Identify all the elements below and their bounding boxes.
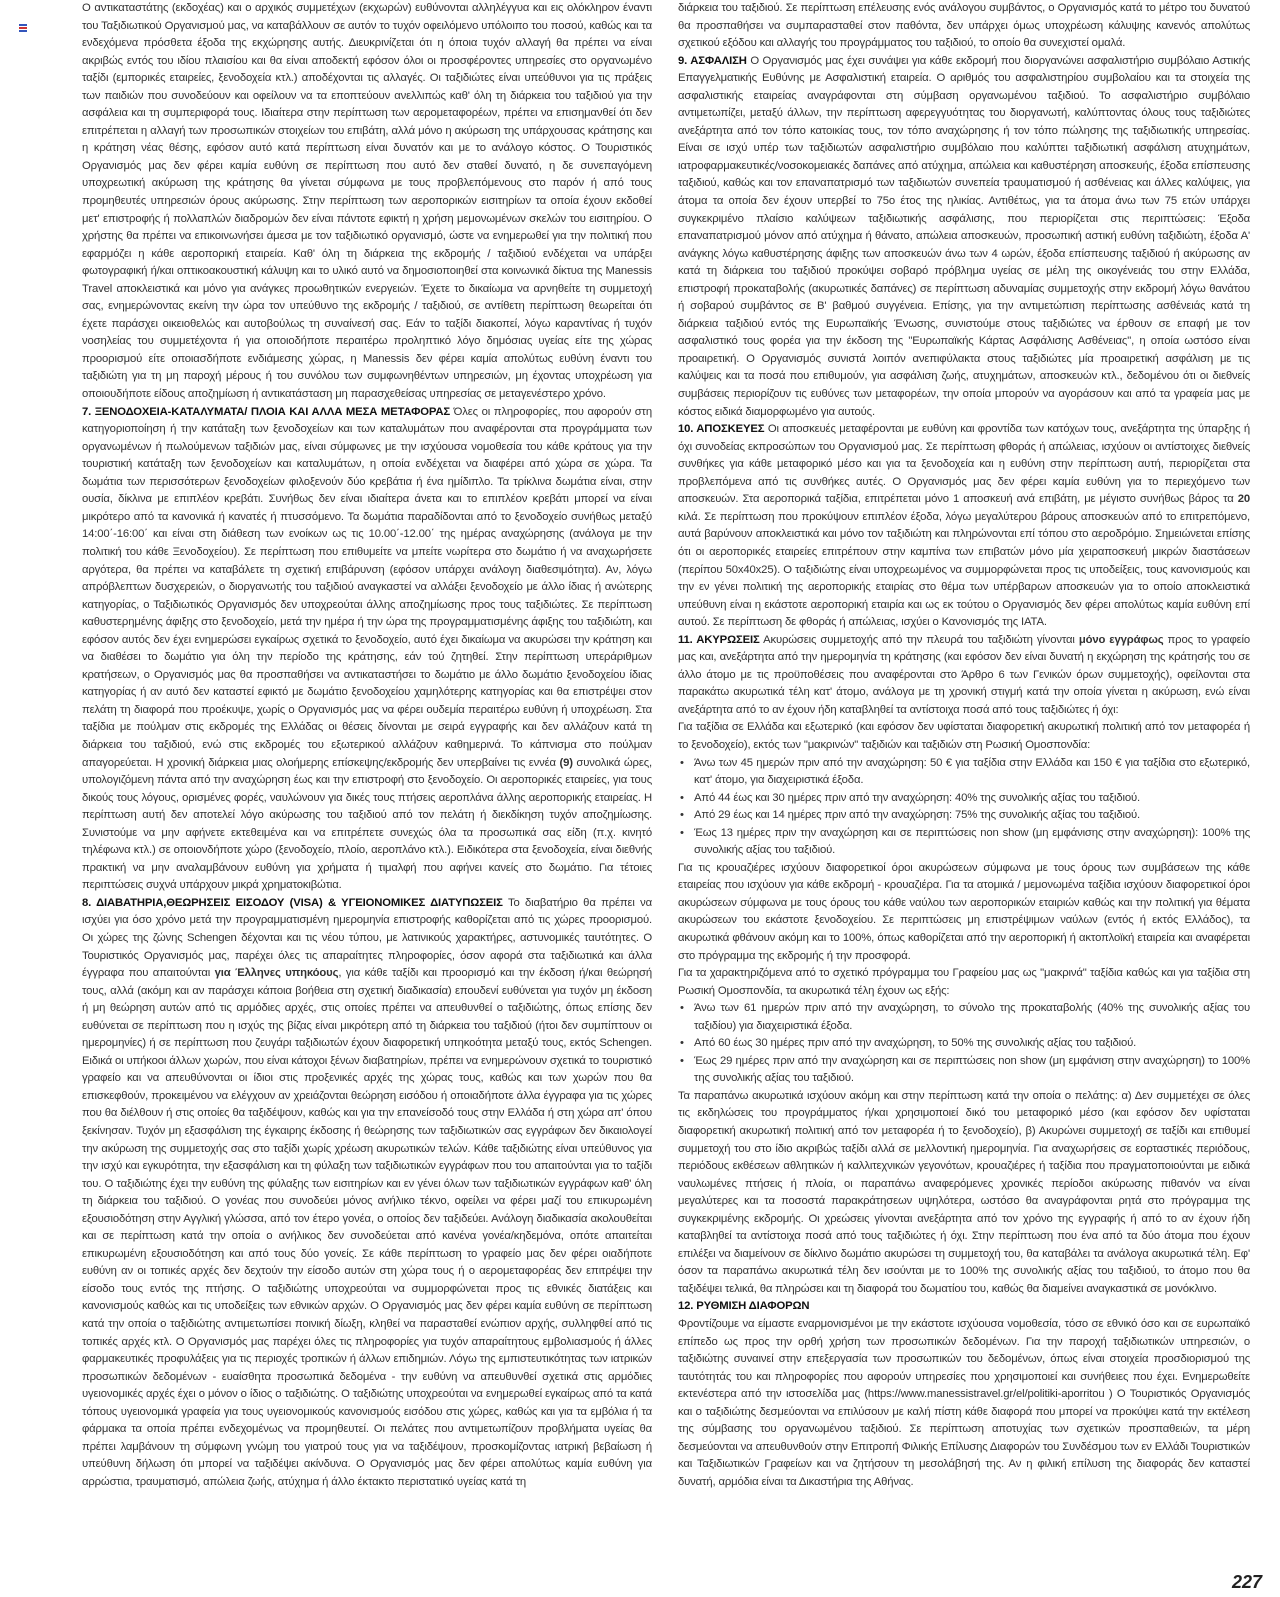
- section-9: [678, 53, 1250, 421]
- list-item: • Άνω των 61 ημερών πριν από την αναχώρηση, το σύνολο της προκαταβολής (40% της συνολικής αξίας του ταξιδίου) για διαχειριστικά έξοδα.: [678, 1000, 1250, 1035]
- section-8-bold-greeks: για Έλληνες υπηκόους: [214, 967, 339, 980]
- left-column: [82, 0, 652, 1491]
- section-10-bold-20: 20: [1237, 493, 1250, 506]
- right-column: [678, 0, 1250, 1491]
- section-9-text: Ο Οργανισμός μας έχει συνάψει για κάθε εκδρομή που διοργανώνει ασφαλιστήριο συμβόλαιο Αστικής Επαγγελματικής Ευθύνης με Ασφαλιστική εταιρεία. Ο αριθμός του ασφαλιστηρίου συμβολαίου και τα στοιχεία της ασφαλιστικής εταιρείας αναγράφονται στη σύμβαση οργανωμένου ταξιδιού. Το ασφαλιστήριο συμβόλαιο αντιμετωπίζει, μεταξύ άλλων, την περίπτωση αφερεγγυότητας του διοργανωτή, καλύπτοντας όλους τους ταξιδιώτες ανεξάρτητα από τον τόπο κατοικίας τους, τον τόπο αναχώρησης ή τον τόπο πώλησης της ταξιδιωτικής υπηρεσίας. Είναι σε ισχύ υπέρ των ταξιδιωτών ασφαλιστήριο συμβόλαιο που καλύπτει ταξιδιωτική ασφάλιση ατυχημάτων, ιατροφαρμακευτικές/νοσοκομειακές δαπάνες από ατύχημα, απώλεια και καθυστέρηση αποσκευής, έξοδα επίσπευσης ταξιδιού, καθώς και τον επαναπατρισμό των ταξιδιωτών συνεπεία τραυματισμού ή ασθένειας και άλλες καλύψεις, για άτομα τα οποία δεν έχουν υπερβεί το 75ο έτος της ηλικίας. Αντιθέτως, για τα άτομα άνω των 75 ετών υπάρχει συγκεκριμένο πλαίσιο καλύψεων ταξιδιωτικής ασφάλισης, που περιορίζεται στις περιπτώσεις: Έξοδα επαναπατρισμού μόνον από ατύχημα ή θάνατο, απώλεια αποσκευών, προσωπική αστική ευθύνη ταξιδιώτη, έξοδα Α' ανάγκης λόγω καθυστέρησης άφιξης των αποσκευών άνω των 4 ωρών, έξοδα επίσπευσης ταξιδιού ή ακύρωσης αν κατά τη διάρκεια του ταξιδιού προκύψει σοβαρό πρόβλημα υγείας σε μέλη της οικογένειάς του στην Ελλάδα, επιστροφή προκαταβολής (ακυρωτικές δαπάνες) σε περίπτωση αδυναμίας συμμετοχής στην εκδρομή λόγω θανάτου ή σοβαρού συμβάντος σε Β' βαθμού συγγένεια. Επίσης, για την αντιμετώπιση περίπτωσης ασθένειάς κατά τη διάρκεια ταξιδιού εντός της Ευρωπαϊκής Ένωσης, συνιστούμε στους ταξιδιώτες να έρθουν σε επαφή με τον ασφαλιστικό τους φορέα για την έκδοση της "Ευρωπαϊκής Κάρτας Ασφάλισης Ασθένειας", η οποία ωστόσο είναι προαιρετική. Ο Οργανισμός συνιστά λοιπόν ανεπιφύλακτα στους ταξιδιώτες μία προαιρετική ασφάλιση με τις καλύψεις και τα ποσά που επιθυμούν, για ασφάλιση ζωής, ατυχημάτων, αποσκευών κτλ., δεδομένου ότι οι διεθνείς συμβάσεις περιορίζουν τις ευθύνες των μεταφορέων, την οποία μπορούν να αγοράσουν και από τα γραφεία μας με κόστος ειδικά διαμορφωμένο για αυτούς.: [678, 54, 1250, 418]
- section-11: [678, 632, 1250, 720]
- greek-flag-icon: [19, 24, 27, 32]
- list-item: • Από 29 έως και 14 ημέρες πριν από την αναχώρηση: 75% της συνολικής αξίας του ταξιδιού.: [678, 807, 1250, 825]
- section-10-heading: 10. ΑΠΟΣΚΕΥΕΣ: [678, 423, 765, 436]
- section-9-heading: 9. ΑΣΦΑΛΙΣΗ: [678, 54, 747, 67]
- section-8-text: Το διαβατήριο θα πρέπει να ισχύει για όσο χρόνο μετά την προγραμματισμένη ημερομηνία επιστροφής καθορίζεται από τις χώρες προορισμού. Οι χώρες της ζώνης Schengen δέχονται και τις νέου τύπου, με λατινικούς χαρακτήρες, αστυνομικές ταυτότητες. Ο Τουριστικός Οργανισμός μας, παρέχει όλες τις απαραίτητες πληροφορίες, όσον αφορά στα ταξιδιωτικά και άλλα έγγραφα που απαιτούνται: [82, 896, 653, 980]
- list-item: • Από 60 έως 30 ημέρες πριν από την αναχώρηση, το 50% της συνολικής αξίας του ταξιδιού.: [678, 1035, 1250, 1053]
- page-number: 227: [1231, 1572, 1262, 1592]
- section-7-bold-nine: (9): [559, 756, 573, 769]
- section-11-text-2: προς το γραφείο μας και, ανεξάρτητα από την ημερομηνία τη κράτησης (και εφόσον δεν είναι δυνατή η εκχώρηση της κράτησής του σε άλλο άτομο με τις προϋποθέσεις που αναφέρονται στο Άρθρο 6 των Γενικών όρων συμμετοχής), οφείλονται στα παρακάτω ακυρωτικά τέλη κατ' άτομο, ανάλογα με τη χρονική στιγμή κατά την οποία γίνεται η ακύρωση, ενώ είναι ανεξάρτητα από το αν έχουν ήδη καταβληθεί τα αντίστοιχα ποσά από τους ταξιδιώτες ή όχι:: [678, 633, 1251, 716]
- section-10-text: Οι αποσκευές μεταφέρονται με ευθύνη και φροντίδα των κατόχων τους, ανεξάρτητα της ύπαρξης ή όχι συνοδείας εκπροσώπων του Οργανισμού μας. Σε περίπτωση φθοράς ή απώλειας, ισχύουν οι αντίστοιχες διεθνείς συνθήκες για κάθε μεταφορικό μέσο και για τα ξενοδοχεία και η ευθύνη στην περίπτωση αυτή, περιορίζεται στα προβλεπόμενα από τις συνθήκες αυτές. Ο Οργανισμός μας δεν φέρει καμία ευθύνη για το περιεχόμενο των αποσκευών. Στα αεροπορικά ταξίδια, επιτρέπεται μόνο 1 αποσκευή ανά επιβάτη, με μέγιστο συνήθως βάρος τα: [678, 423, 1251, 506]
- section-11-greece-intro: Για ταξίδια σε Ελλάδα και εξωτερικό (και εφόσον δεν υφίσταται διαφορετική ακυρωτική πολιτική από τον μεταφορέα ή το ξενοδοχείο), εκτός των "μακρινών" ταξιδιών και ταξιδιών στη Ρωσική Ομοσπονδία:: [678, 721, 1250, 751]
- section-11-cruises: Για τις κρουαζιέρες ισχύουν διαφορετικοί όροι ακυρώσεων σύμφωνα με τους όρους των συμβάσεων της κάθε εταιρείας που ισχύουν για κάθε εκδρομή - κρουαζιέρα. Για τα ατομικά / μεμονωμένα ταξίδια ισχύουν διαφορετικοί όροι ακυρώσεων σύμφωνα με τους όρους του κάθε ναύλου των αεροπορικών εταιριών καθώς και την πολιτική για θέματα ακυρώσεων του εκάστοτε ξενοδοχείου. Σε περιπτώσεις μη επιστρέψιμων ναύλων (εντός ή εκτός Ελλάδος), τα ακυρωτικά φθάνουν ακόμη και το 100%, όπως καθορίζεται από την αεροπορική ή ακτοπλοϊκή εταιρεία και αναφέρεται στο πρόγραμμα της εκδρομής ή την προσφορά.: [678, 861, 1250, 962]
- section-11-far-trips: Για τα χαρακτηριζόμενα από το σχετικό πρόγραμμα του Γραφείου μας ως "μακρινά" ταξίδια καθώς και για ταξίδια στη Ρωσική Ομοσπονδία, τα ακυρωτικά τέλη έχουν ως εξής:: [678, 967, 1250, 997]
- cancellation-list-1: [678, 755, 1250, 860]
- section-11-final: Τα παραπάνω ακυρωτικά ισχύουν ακόμη και στην περίπτωση κατά την οποία ο πελάτης: α) Δεν συμμετέχει σε όλες τις εκδηλώσεις του προγράμματος ή/και χρησιμοποιεί δικό του μεταφορικό μέσο (και εφόσον δεν υφίσταται διαφορετική ακυρωτική πολιτική από τον μεταφορέα ή το ξενοδοχείο), β) Ακυρώνει συμμετοχή σε ταξίδι και επιθυμεί συμμετοχή του στο ίδιο ακριβώς ταξίδι αλλά σε μελλοντική ημερομηνία. Για αναχωρήσεις σε εορταστικές περιόδους, περιόδους εκθέσεων αθλητικών ή καλλιτεχνικών γεγονότων, κρουαζιέρες ή ταξίδια που πραγματοποιούνται με ειδικά ναυλωμένες πτήσεις ή πλοία, οι παραπάνω αναφερόμενες χρονικές περίοδοι ακύρωσης πιθανόν να είναι μεγαλύτερες και τα ποσοστά παρακράτησεων υψηλότερα, ωστόσο θα αναγράφονται ρητά στο πρόγραμμα της συγκεκριμένης εκδρομής. Οι χρεώσεις γίνονται ανεξάρτητα από τον χρόνο της εγγραφής ή από το αν έχουν ήδη καταβληθεί τα αντίστοιχα ποσά από τους ταξιδιώτες ή όχι. Στην περίπτωση που ένα από τα δύο άτομα που έχουν επιλέξει να διαμείνουν σε δίκλινο δωμάτιο ακυρώσει τη συμμετοχή του, θα καταβάλει τα ανάλογα ακυρωτικά τέλη. Εφ' όσον τα παραπάνω ακυρωτικά τέλη δεν ισούνται με το 100% της συνολικής αξίας του ταξιδιού, το άτομο που θα ταξιδέψει τελικά, θα πληρώσει και τη διαφορά του δωματίου του, καθώς θα διαμείνει αναγκαστικά σε μονόκλινο.: [678, 1089, 1250, 1295]
- section-11-bold-written: μόνο εγγράφως: [1078, 633, 1164, 646]
- intro-paragraph: Ο αντικαταστάτης (εκδοχέας) και ο αρχικός συμμετέχων (εκχωρών) ευθύνονται αλληλέγγυα και εις ολόκληρον έναντι του Ταξιδιωτικού Οργανισμού μας, να καταβάλλουν σε αυτόν το τυχόν οφειλόμενο υπόλοιπο του ποσού, καθώς και τα ενδεχόμενα πρόσθετα έξοδα της εκχώρησης αυτής. Διευκρινίζεται ότι η όποια τυχόν αλλαγή θα πρέπει να είναι ακριβώς εντός του ιδίου πλαισίου και θα είναι αποδεκτή εφόσον όλοι οι προσφέροντες υπηρεσίες στο οργανωμένο ταξίδι (εμπορικές εταιρείες, ξενοδοχεία κτλ.) αποδέχονται τις αλλαγές. Οι ταξιδιώτες είναι υπεύθυνοι για τις πράξεις των παιδιών που συνοδεύουν και οφείλουν να τα εποπτεύουν ανελλιπώς καθ' όλη τη διάρκεια του ταξιδιού για την ασφάλεια και τη συμπεριφορά τους. Ιδιαίτερα στην περίπτωση των αερομεταφορέων, πρέπει να επισημανθεί ότι δεν επιτρέπεται η αλλαγή των προσωπικών στοιχείων του επιβάτη, αλλά μόνο η ακύρωση της υπάρχουσας κράτησης και η κράτηση νέας θέσης, εφόσον αυτό κατά περίπτωση είναι δυνατόν και με το ανάλογο κόστος. Ο Τουριστικός Οργανισμός μας δεν φέρει καμία ευθύνη σε περίπτωση που αυτό δεν σταθεί δυνατό, η δε συνεπαγόμενη υποχρεωτική ακύρωση της κράτησης θα γίνεται σύμφωνα με τους προβλεπόμενους στο παρόν ή από τους προμηθευτές υπηρεσιών όρους ακύρωσης. Στην περίπτωση των αεροπορικών εισιτηρίων τα οποία έχουν εκδοθεί μετ' επιστροφής ή πολλαπλών διαδρομών δεν είναι πάντοτε εφικτή η χρήση μεμονωμένων σκελών του εισιτηρίου. Ο χρήστης θα πρέπει να επικοινωνήσει άμεσα με τον ταξιδιωτικό οργανισμό, ώστε να ενημερωθεί για την πολιτική που εφαρμόζει η κάθε αεροπορική εταιρεία. Καθ' όλη τη διάρκεια της εκδρομής / ταξιδιού ενδέχεται να υπάρξει φωτογραφική ή/και οπτικοακουστική κάλυψη και το υλικό αυτό να δημοσιοποιηθεί στα κοινωνικά δίκτυα της Manessis Travel αποκλειστικά και μόνο για ανάγκες προωθητικών ενεργειών. Έχετε το δικαίωμα να αρνηθείτε τη συμμετοχή σας, ενημερώνοντας εκείνη την ώρα τον υπεύθυνο της εκδρομής / ταξιδιού, σε αντίθετη περίπτωση θεωρείται ότι έχετε παράσχει οικειοθελώς και αυτοβούλως τη συναίνεσή σας. Εάν το ταξίδι διακοπεί, λόγω καραντίνας ή τυχόν νοσηλείας του συμμετέχοντα ή για οποιοδήποτε περαιτέρω προληπτικό λόγο δημόσιας υγείας είτε της χώρας προορισμού είτε οποιασδήποτε ενδιάμεσης χώρας, η Manessis δεν φέρει καμία απολύτως ευθύνη έναντι του ταξιδιώτη για τη μη παροχή μέρους ή του συνόλου των συμφωνηθέντων υπηρεσιών, μη έχοντας υποχρέωση για οποιουδήποτε είδους αποζημίωση ή αντικατάσταση μη παρασχεθείσας υπηρεσίας σε μεταγενέστερο χρόνο.: [82, 2, 652, 401]
- section-7-text: Όλες οι πληροφορίες, που αφορούν στη κατηγοριοποίηση ή την κατάταξη των ξενοδοχείων και των καταλυμάτων που αναφέρονται στα προγράμματα των οργανωμένων ή πωλούμενων ταξιδιών μας, είναι σύμφωνες με την ισχύουσα νομοθεσία του κάθε κράτους για την τουριστική κατάταξη των ξενοδοχείων και καταλυμάτων, η οποία ενδέχεται να διαφέρει από χώρα σε χώρα. Τα δωμάτια των περισσότερων ξενοδοχείων φιλοξενούν δύο κρεβάτια ή ένα ημίδιπλο. Τα τρίκλινα δωμάτια είναι, στην ουσία, δίκλινα με επιπλέον κρεβάτι. Συνήθως δεν είναι ιδιαίτερα άνετα και το επιπλέον κρεβάτι μπορεί να είναι μικρότερο από τα κανονικά ή κανατές ή πτυσσόμενο. Τα δωμάτια παραδίδονται από το ξενοδοχείο συνήθως μεταξύ 14:00΄-16:00΄ και είναι στη διάθεση των ενοίκων ως τις 10.00΄-12.00΄ της ημέρας αναχώρησης (ανάλογα με την πολιτική του κάθε Ξενοδοχείου). Σε περίπτωση που επιθυμείτε να μπείτε νωρίτερα στο δωμάτιο ή να αναχωρήσετε αργότερα, θα πρέπει να καταβάλετε τη σχετική επιβάρυνση (εφόσον υπάρχει ανάλογη διαθεσιμότητα). Αν, λόγω απρόβλεπτων δυσχερειών, ο διοργανωτής του ταξιδιού αναγκαστεί να αλλάξει ξενοδοχείο με άλλο ίδιας ή ανώτερης κατηγορίας, ο Ταξιδιωτικός Οργανισμός δεν υποχρεούται άλλης αποζημίωσης προς τους ταξιδιώτες. Σε περίπτωση καθυστερημένης άφιξης στο ξενοδοχείο, μετά την ημέρα ή την ώρα της προγραμματισμένης άφιξης του ταξιδιώτη, και εφόσον αυτός δεν έχει ενημερώσει εγκαίρως σχετικά το ξενοδοχείο, αυτό έχει δικαίωμα να ακυρώσει την κράτηση και να διαθέσει το δωμάτιο για όλη την περίοδο της κράτησης, εάν τού ζητηθεί. Στην περίπτωση υπεράριθμων κρατήσεων, ο Οργανισμός μας θα προσπαθήσει να αντικαταστήσει το δωμάτιο με άλλο δωμάτιο ξενοδοχείου ίδιας κατηγορίας ή αν αυτό δεν καταστεί εφικτό με δωμάτιο ξενοδοχείου χαμηλότερης κατηγορίας και θα επιστρέψει στον πελάτη τη διαφορά που προέκυψε, χωρίς ο Οργανισμός μας να φέρει ουδεμία περαιτέρω ευθύνη ή υποχρέωση. Στα ταξίδια με πούλμαν στις εκδρομές της Ελλάδας οι θέσεις δίνονται με σειρά εγγραφής και δεν αλλάζουν κατά τη διάρκεια του ταξιδιού, ενώ στις εκδρομές του εξωτερικού αλλάζουν καθημερινά. Το κάπνισμα στο πούλμαν απαγορεύεται. Η χρονική διάρκεια μιας ολοήμερης επίσκεψης/εκδρομής δεν υπερβαίνει τις εννέα: [82, 405, 652, 769]
- list-item: • Άνω των 45 ημερών πριν από την αναχώρηση: 50 € για ταξίδια στην Ελλάδα και 150 € για ταξίδια στο εξωτερικό, κατ' άτομο, για διαχειριστικά έξοδα.: [678, 755, 1250, 790]
- list-item: • Έως 29 ημέρες πριν από την αναχώρηση και σε περιπτώσεις non show (μη εμφάνιση στην αναχώρηση) το 100% της συνολικής αξίας του ταξιδιού.: [678, 1053, 1250, 1088]
- continued-paragraph: διάρκεια του ταξιδιού. Σε περίπτωση επέλευσης ενός ανάλογου συμβάντος, ο Οργανισμός κατά το μέτρο του δυνατού θα προσπαθήσει να συμπαρασταθεί στον παθόντα, δεν υπάρχει όμως υποχρέωση κάλυψης κανενός απολύτως σχετικού εξόδου και αλλαγής του προγράμματος του ταξιδιού, το οποίο θα συνεχιστεί ομαλά.: [678, 2, 1250, 50]
- section-7-heading: 7. ΞΕΝΟΔΟΧΕΙΑ-ΚΑΤΑΛΥΜΑΤΑ/ ΠΛΟΙΑ ΚΑΙ ΑΛΛΑ ΜΕΣΑ ΜΕΤΑΦΟΡΑΣ: [82, 405, 451, 418]
- list-item: • Από 44 έως και 30 ημέρες πριν από την αναχώρηση: 40% της συνολικής αξίας του ταξιδιού.: [678, 790, 1250, 808]
- section-12-heading: 12. ΡΥΘΜΙΣΗ ΔΙΑΦΟΡΩΝ: [678, 1300, 810, 1313]
- section-7-text-2: συνολικά ώρες, υπολογιζόμενη πάντα από την αναχώρηση έως και την επιστροφή στο ξενοδοχείο. Οι αεροπορικές εταιρείες, για τους δικούς τους λόγους, ορισμένες φορές, ναυλώνουν για δικές τους πτήσεις αεροπλάνα άλλης αεροπορικής εταιρείας. Η περίπτωση αυτή δεν αποτελεί λόγο ακύρωσης του ταξιδιού από τον πελάτη ή διεκδίκηση τυχόν αποζημίωσης. Συνιστούμε να μην αφήνετε εκτεθειμένα και να επιτρέπετε συνεχώς όλα τα προσωπικά σας είδη (π.χ. κινητό τηλέφωνα κτλ.) σε οποιονδήποτε χώρο (ξενοδοχείο, πλοίο, αεροπλάνο κτλ.). Ειδικότερα στα ξενοδοχεία, είναι διεθνής πρακτική να μην αναλαμβάνουν ευθύνη για χρήματα ή τιμαλφή που αφήνει κανείς στο δωμάτιο. Για τέτοιες περιπτώσεις συχνά υπάρχουν μικρά χρηματοκιβώτια.: [82, 756, 652, 892]
- section-11-text: Ακυρώσεις συμμετοχής από την πλευρά του ταξιδιώτη γίνονται: [759, 633, 1079, 646]
- section-10-text-2: κιλά. Σε περίπτωση που προκύψουν επιπλέον έξοδα, λόγω μεγαλύτερου βάρους αποσκευών από το επιτρεπόμενο, αυτά βαρύνουν αποκλειστικά και μόνο τον ταξιδιώτη και πληρώνονται επί τόπου στο αεροδρόμιο. Σημειώνεται επίσης ότι οι αεροπορικές εταιρείες επιτρέπουν στην καμπίνα των επιβατών μόνο μία χειραποσκευή μικρών διαστάσεων (περίπου 50x40x25). Ο ταξιδιώτης είναι υποχρεωμένος να συμμορφώνεται προς τις υποδείξεις, τους κανονισμούς και την εν γένει πολιτική της αεροπορικής εταιρίας στο θέμα των υπέρβαρων αποσκευών για το οποίο αποκλειστικά υπεύθυνη είναι η εκάστοτε αεροπορική εταιρία και ως εκ τούτου ο Οργανισμός δεν φέρει απολύτως καμία ευθύνη επί αυτού. Σε περίπτωση δε φθοράς ή απώλειας, ισχύει ο Κανονισμός της IATA.: [678, 510, 1250, 629]
- section-8-heading: 8. ΔΙΑΒΑΤΗΡΙΑ,ΘΕΩΡΗΣΕΙΣ ΕΙΣΟΔΟΥ (VISA) & ΥΓΕΙΟΝΟΜΙΚΕΣ ΔΙΑΤΥΠΩΣΕΙΣ: [82, 896, 503, 909]
- section-8-text-2: , για κάθε ταξίδι και προορισμό και την έκδοση ή/και θεώρησή τους, αλλά (ακόμη και αν παράσχει κάποια βοήθεια στη σχετική διαδικασία) επουδενί ευθύνεται για τυχόν μη έκδοση ή μη θεώρηση αυτών από τις αρμόδιες αρχές, στις οποίες πρέπει να απευθυνθεί ο ταξιδιώτης, όπως επίσης δεν ευθύνεται σε περίπτωση που η ισχύς της βίζας είναι μικρότερη από τη διάρκεια του ταξιδιού (ήτοι δεν συμπίπτουν οι ημερομηνίες) ή σε περίπτωση που ζευγάρι ταξιδιωτών έχουν διαφορετική υπηκοότητα μεταξύ τους, εκτός Schengen. Ειδικά οι υπήκοοι άλλων χωρών, που είναι κάτοχοι ξένων διαβατηρίων, πρέπει να ενημερώνουν σχετικά το τουριστικό γραφείο και να απευθύνονται οι ίδιοι στις προξενικές αρχές της χώρας τους, καθώς και των χωρών που θα επισκεφθούν, προκειμένου να ελέγχουν αν χρειάζονται θεώρηση εισόδου ή οποιαδήποτε άλλα έγγραφα για τις χώρες που θα διέλθουν ή στις οποίες θα ταξιδέψουν, καθώς και για την επανείσοδό τους στην Ελλάδα ή στη χώρα απ' όπου ξεκίνησαν. Τυχόν μη εξασφάλιση της έγκαιρης έκδοσης ή θεώρησης των ταξιδιωτικών σας εγγράφων δεν δικαιολογεί την ακύρωση της συμμετοχής σας στο ταξίδι χωρίς χρέωση ακυρωτικών τελών. Κάθε ταξιδιώτης είναι υπεύθυνος για την ισχύ και εγκυρότητα, την εξασφάλιση και τη φύλαξη των ταξιδιωτικών εγγράφων που του απαιτούνται για το ταξίδι του. Ο ταξιδιώτης έχει την ευθύνη της φύλαξης των εισιτηρίων και εν γένει όλων των ταξιδιωτικών εγγράφων καθ' όλη τη διάρκεια του ταξιδιού. Ο γονέας που συνοδεύει μόνος ανήλικο τέκνο, οφείλει να φέρει μαζί του επικυρωμένη εξουσιοδότηση στην Αγγλική γλώσσα, από τον έτερο γονέα, ο οποίος δεν ταξιδεύει. Ανάλογη διαδικασία ακολουθείται και σε περίπτωση κατά την οποία ο ανήλικος δεν συνοδεύεται από κανένα γονέα/κηδεμόνα, οπότε απαιτείται επικυρωμένη εξουσιοδότηση και από τους δύο γονείς. Σε κάθε περίπτωση το γραφείο μας δεν φέρει οιαδήποτε ευθύνη αν οι τοπικές αρχές δεν δεχτούν την είσοδο αυτών στη χώρα τους ή ο αερομεταφορέας δεν επιτρέψει την είσοδο τους εντός της πτήσης. Ο ταξιδιώτης υποχρεούται να συμμορφώνεται προς τις εθνικές διατάξεις και κανονισμούς καθώς και τις υποδείξεις των εθνικών αρχών. Ο Οργανισμός μας δεν φέρει καμία ευθύνη σε περίπτωση κατά την οποία ο ταξιδιώτης αντιμετωπίσει ποινική δίωξη, κληθεί να παρασταθεί ενώπιον αρχής, συλληφθεί από τις τοπικές αρχές κτλ. Ο Οργανισμός μας παρέχει όλες τις πληροφορίες για τυχόν απαραίτητους εμβολιασμούς ή άλλες φαρμακευτικές προφυλάξεις για τις περιοχές τροπικών ή άλλων επιδημιών. Λόγω της εμπιστευτικότητας των ιατρικών προσωπικών δεδομένων - ευαίσθητα προσωπικά δεδομένα - την ευθύνη να απευθυνθεί σχετικά στις αρμόδιες υγειονομικές αρχές έχει ο μόνον ο ίδιος ο ταξιδιώτης. Ο ταξιδιώτης υποχρεούται να ενημερωθεί εγκαίρως από τα κατά τόπους υγειονομικά γραφεία για τους υγειονομικούς κανονισμούς εισόδου στις χώρες, καθώς και για τα εμβόλια ή τα φάρμακα τα οποία πρέπει ενδεχομένως να προμηθευτεί. Οι πελάτες που αντιμετωπίζουν προβλήματα υγείας θα πρέπει λαμβάνουν τη σύμφωνη γνώμη του γιατρού τους για να ταξιδέψουν, προσκομίζοντας ιατρική βεβαίωση ή υπεύθυνη δήλωση ότι μπορεί να ταξιδέψει ακίνδυνα. Ο Οργανισμός μας δεν φέρει απολύτως καμία ευθύνη για αρρώστια, τραυματισμό, απώλεια ζωής, ατύχημα ή άλλο έκτακτο περιστατικό υγείας κατά τη: [82, 967, 652, 1488]
- section-7: [82, 404, 652, 895]
- list-item: • Έως 13 ημέρες πριν την αναχώρηση και σε περιπτώσεις non show (μη εμφάνισης στην αναχώρηση): 100% της συνολικής αξίας του ταξιδιού.: [678, 825, 1250, 860]
- cancellation-list-2: [678, 1000, 1250, 1088]
- section-10: [678, 421, 1250, 632]
- section-12-heading-line: [678, 1298, 1250, 1316]
- section-12-text: Φροντίζουμε να είμαστε εναρμονισμένοι με την εκάστοτε ισχύουσα νομοθεσία, τόσο σε εθνικό όσο και σε ευρωπαϊκό επίπεδο ως προς την ορθή χρήση των προσωπικών δεδομένων. Για την παροχή ταξιδιωτικών υπηρεσιών, ο ταξιδιώτης συναινεί στην επεξεργασία των προσωπικών του δεδομένων, όπως είναι στοιχεία προσδιορισμού της ταυτότητάς του και πληροφορίες που αφορούν υπηρεσίες που χρησιμοποιεί και συνήθειες που έχει. Ενημερωθείτε εκτενέστερα από την ιστοσελίδα μας (https://www.manessistravel.gr/el/politiki-aporritou ) Ο Τουριστικός Οργανισμός και ο ταξιδιώτης δεσμεύονται να επιλύσουν με καλή πίστη κάθε διαφορά που μπορεί να προκύψει κατά την εκτέλεση της σύμβασης του οργανωμένου ταξιδιού. Σε περίπτωση αποτυχίας των σχετικών προσπαθειών, τα μέρη δεσμεύονται να απευθυνθούν στην Επιτροπή Φιλικής Επίλυσης Διαφορών του Συνδέσμου των εν Ελλάδι Τουριστικών και Ταξιδιωτικών Γραφείων και να ζητήσουν τη μεσολάβησή της. Αν η φιλική επίλυση της διαφοράς δεν καταστεί δυνατή, αρμόδια είναι τα Δικαστήρια της Αθήνας.: [678, 1318, 1250, 1488]
- section-11-heading: 11. ΑΚΥΡΩΣΕΙΣ: [678, 633, 760, 646]
- section-8: [82, 895, 652, 1492]
